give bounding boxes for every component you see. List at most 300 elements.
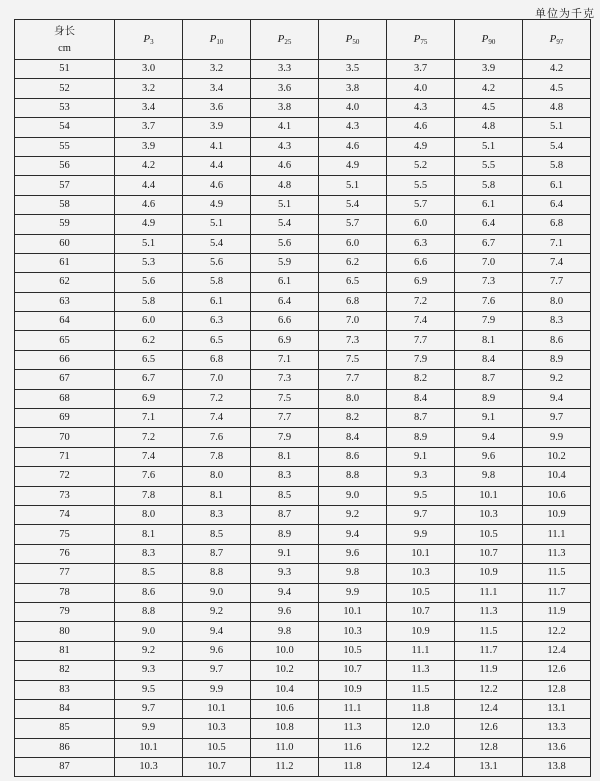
- weight-cell: 6.5: [183, 331, 251, 350]
- weight-cell: 3.9: [455, 60, 523, 79]
- height-cell: 70: [15, 428, 115, 447]
- weight-cell: 4.6: [183, 176, 251, 195]
- weight-cell: 7.2: [183, 389, 251, 408]
- weight-cell: 8.2: [387, 370, 455, 389]
- weight-cell: 8.3: [183, 505, 251, 524]
- weight-cell: 11.8: [319, 758, 387, 777]
- height-cell: 58: [15, 195, 115, 214]
- weight-cell: 10.4: [523, 467, 591, 486]
- weight-cell: 4.9: [115, 215, 183, 234]
- weight-cell: 10.8: [251, 719, 319, 738]
- percentile-header: [115, 20, 183, 60]
- weight-cell: 10.9: [387, 622, 455, 641]
- weight-cell: 11.5: [455, 622, 523, 641]
- weight-cell: 5.6: [115, 273, 183, 292]
- weight-cell: 10.2: [523, 447, 591, 466]
- table-row: [15, 98, 591, 117]
- weight-cell: 9.4: [319, 525, 387, 544]
- weight-cell: 8.1: [183, 486, 251, 505]
- table-row: [15, 273, 591, 292]
- weight-cell: 7.6: [115, 467, 183, 486]
- weight-cell: 8.0: [319, 389, 387, 408]
- weight-cell: 13.1: [523, 699, 591, 718]
- weight-cell: 11.3: [319, 719, 387, 738]
- weight-cell: 9.9: [523, 428, 591, 447]
- weight-cell: 6.3: [387, 234, 455, 253]
- weight-cell: 10.5: [455, 525, 523, 544]
- weight-cell: 7.3: [319, 331, 387, 350]
- weight-cell: 3.9: [115, 137, 183, 156]
- weight-cell: 9.3: [115, 661, 183, 680]
- table-row: [15, 680, 591, 699]
- weight-cell: 4.9: [183, 195, 251, 214]
- percentile-subscript: 90: [488, 38, 496, 46]
- weight-cell: 10.5: [319, 641, 387, 660]
- weight-cell: 4.3: [387, 98, 455, 117]
- table-header: [15, 20, 591, 60]
- table-row: [15, 641, 591, 660]
- weight-cell: 7.5: [251, 389, 319, 408]
- weight-cell: 8.4: [387, 389, 455, 408]
- weight-cell: 3.6: [251, 79, 319, 98]
- weight-cell: 4.5: [523, 79, 591, 98]
- weight-cell: 9.0: [319, 486, 387, 505]
- weight-cell: 11.7: [455, 641, 523, 660]
- weight-cell: 4.9: [387, 137, 455, 156]
- table-row: [15, 292, 591, 311]
- height-cell: 79: [15, 602, 115, 621]
- percentile-subscript: 75: [420, 38, 428, 46]
- weight-cell: 5.4: [251, 215, 319, 234]
- weight-cell: 8.6: [319, 447, 387, 466]
- weight-cell: 6.7: [455, 234, 523, 253]
- weight-cell: 9.2: [319, 505, 387, 524]
- weight-cell: 6.6: [251, 312, 319, 331]
- weight-cell: 5.4: [319, 195, 387, 214]
- weight-cell: 12.6: [523, 661, 591, 680]
- weight-cell: 5.4: [183, 234, 251, 253]
- percentile-subscript: 10: [216, 38, 224, 46]
- percentile-header: [523, 20, 591, 60]
- weight-cell: 5.4: [523, 137, 591, 156]
- weight-cell: 13.3: [523, 719, 591, 738]
- weight-cell: 6.4: [455, 215, 523, 234]
- percentile-subscript: 50: [352, 38, 360, 46]
- table-row: [15, 389, 591, 408]
- weight-cell: 8.7: [387, 409, 455, 428]
- height-cell: 66: [15, 350, 115, 369]
- table-row: [15, 758, 591, 777]
- weight-cell: 11.5: [387, 680, 455, 699]
- weight-cell: 6.0: [387, 215, 455, 234]
- weight-cell: 12.4: [523, 641, 591, 660]
- table-row: [15, 467, 591, 486]
- weight-cell: 5.8: [115, 292, 183, 311]
- weight-cell: 9.4: [251, 583, 319, 602]
- weight-cell: 8.9: [523, 350, 591, 369]
- table-row: [15, 544, 591, 563]
- weight-cell: 6.5: [319, 273, 387, 292]
- weight-cell: 9.1: [455, 409, 523, 428]
- header-row: [15, 20, 591, 60]
- weight-cell: 8.1: [455, 331, 523, 350]
- weight-cell: 10.3: [319, 622, 387, 641]
- weight-cell: 5.5: [387, 176, 455, 195]
- weight-cell: 11.7: [523, 583, 591, 602]
- weight-cell: 11.1: [523, 525, 591, 544]
- height-cell: 84: [15, 699, 115, 718]
- weight-cell: 3.9: [183, 118, 251, 137]
- weight-cell: 10.1: [183, 699, 251, 718]
- table-row: [15, 409, 591, 428]
- weight-cell: 7.7: [251, 409, 319, 428]
- table-row: [15, 699, 591, 718]
- weight-cell: 8.1: [251, 447, 319, 466]
- weight-cell: 5.1: [183, 215, 251, 234]
- table-row: [15, 602, 591, 621]
- height-cell: 61: [15, 253, 115, 272]
- height-cell: 86: [15, 738, 115, 757]
- weight-cell: 5.3: [115, 253, 183, 272]
- table-row: [15, 60, 591, 79]
- weight-cell: 5.7: [319, 215, 387, 234]
- weight-cell: 9.1: [387, 447, 455, 466]
- weight-cell: 10.3: [455, 505, 523, 524]
- weight-cell: 10.9: [523, 505, 591, 524]
- height-cell: 60: [15, 234, 115, 253]
- weight-cell: 3.6: [183, 98, 251, 117]
- weight-cell: 12.0: [387, 719, 455, 738]
- weight-cell: 10.7: [455, 544, 523, 563]
- weight-cell: 8.4: [455, 350, 523, 369]
- height-cell: 77: [15, 564, 115, 583]
- unit-note: 单位为千克: [535, 7, 595, 20]
- weight-cell: 4.6: [251, 156, 319, 175]
- weight-cell: 6.1: [455, 195, 523, 214]
- height-cell: 82: [15, 661, 115, 680]
- weight-cell: 3.4: [183, 79, 251, 98]
- weight-cell: 7.5: [319, 350, 387, 369]
- weight-cell: 7.6: [183, 428, 251, 447]
- weight-cell: 11.0: [251, 738, 319, 757]
- weight-cell: 7.4: [183, 409, 251, 428]
- table-row: [15, 350, 591, 369]
- height-cell: 51: [15, 60, 115, 79]
- weight-cell: 10.3: [115, 758, 183, 777]
- weight-cell: 9.2: [183, 602, 251, 621]
- weight-cell: 10.7: [387, 602, 455, 621]
- weight-cell: 6.2: [319, 253, 387, 272]
- weight-cell: 9.9: [319, 583, 387, 602]
- weight-cell: 12.4: [387, 758, 455, 777]
- weight-cell: 6.0: [319, 234, 387, 253]
- weight-cell: 6.3: [183, 312, 251, 331]
- weight-cell: 12.8: [523, 680, 591, 699]
- weight-cell: 8.9: [455, 389, 523, 408]
- table-body: [15, 60, 591, 777]
- weight-cell: 5.2: [387, 156, 455, 175]
- weight-cell: 7.8: [115, 486, 183, 505]
- weight-cell: 7.2: [387, 292, 455, 311]
- weight-cell: 9.7: [523, 409, 591, 428]
- table-row: [15, 215, 591, 234]
- weight-cell: 11.6: [319, 738, 387, 757]
- height-cell: 59: [15, 215, 115, 234]
- weight-cell: 5.8: [523, 156, 591, 175]
- weight-cell: 8.8: [183, 564, 251, 583]
- weight-cell: 8.6: [523, 331, 591, 350]
- weight-cell: 9.4: [523, 389, 591, 408]
- weight-cell: 3.3: [251, 60, 319, 79]
- percentile-header: [455, 20, 523, 60]
- weight-cell: 5.5: [455, 156, 523, 175]
- weight-cell: 4.3: [319, 118, 387, 137]
- weight-cell: 3.7: [387, 60, 455, 79]
- weight-cell: 10.1: [387, 544, 455, 563]
- weight-cell: 12.8: [455, 738, 523, 757]
- weight-cell: 8.5: [115, 564, 183, 583]
- weight-cell: 9.7: [183, 661, 251, 680]
- weight-cell: 10.6: [523, 486, 591, 505]
- weight-cell: 8.5: [251, 486, 319, 505]
- weight-cell: 11.5: [523, 564, 591, 583]
- weight-cell: 4.6: [115, 195, 183, 214]
- percentile-subscript: 3: [150, 38, 154, 46]
- weight-cell: 11.9: [523, 602, 591, 621]
- weight-cell: 8.5: [183, 525, 251, 544]
- weight-cell: 6.2: [115, 331, 183, 350]
- weight-cell: 10.3: [183, 719, 251, 738]
- weight-cell: 8.7: [183, 544, 251, 563]
- weight-cell: 3.8: [319, 79, 387, 98]
- weight-cell: 3.4: [115, 98, 183, 117]
- weight-cell: 9.4: [455, 428, 523, 447]
- weight-cell: 9.8: [319, 564, 387, 583]
- weight-cell: 11.2: [251, 758, 319, 777]
- weight-cell: 7.4: [523, 253, 591, 272]
- weight-cell: 8.9: [387, 428, 455, 447]
- height-cell: 54: [15, 118, 115, 137]
- weight-cell: 11.3: [523, 544, 591, 563]
- weight-cell: 4.9: [319, 156, 387, 175]
- table-row: [15, 312, 591, 331]
- height-cell: 55: [15, 137, 115, 156]
- percentile-subscript: 25: [284, 38, 292, 46]
- weight-cell: 10.0: [251, 641, 319, 660]
- weight-cell: 9.9: [183, 680, 251, 699]
- weight-cell: 4.8: [523, 98, 591, 117]
- weight-cell: 4.2: [115, 156, 183, 175]
- weight-cell: 5.8: [455, 176, 523, 195]
- weight-cell: 8.3: [523, 312, 591, 331]
- percentile-subscript: 97: [556, 38, 564, 46]
- percentile-symbol: P: [481, 33, 489, 45]
- weight-cell: 11.3: [387, 661, 455, 680]
- weight-cell: 7.7: [319, 370, 387, 389]
- height-cell: 63: [15, 292, 115, 311]
- weight-cell: 12.2: [387, 738, 455, 757]
- weight-cell: 6.0: [115, 312, 183, 331]
- weight-cell: 7.6: [455, 292, 523, 311]
- height-cell: 81: [15, 641, 115, 660]
- weight-cell: 3.2: [115, 79, 183, 98]
- height-cell: 56: [15, 156, 115, 175]
- height-cell: 57: [15, 176, 115, 195]
- weight-cell: 5.7: [387, 195, 455, 214]
- height-cell: 69: [15, 409, 115, 428]
- weight-cell: 8.7: [455, 370, 523, 389]
- weight-cell: 7.4: [115, 447, 183, 466]
- percentile-header: [387, 20, 455, 60]
- weight-cell: 5.1: [115, 234, 183, 253]
- weight-cell: 10.1: [319, 602, 387, 621]
- table-row: [15, 486, 591, 505]
- weight-cell: 7.7: [387, 331, 455, 350]
- weight-cell: 13.8: [523, 758, 591, 777]
- table-row: [15, 661, 591, 680]
- weight-cell: 4.8: [251, 176, 319, 195]
- weight-cell: 8.2: [319, 409, 387, 428]
- weight-cell: 9.6: [455, 447, 523, 466]
- weight-cell: 4.0: [387, 79, 455, 98]
- weight-cell: 7.7: [523, 273, 591, 292]
- weight-cell: 6.4: [251, 292, 319, 311]
- percentile-symbol: P: [209, 33, 217, 45]
- weight-cell: 5.8: [183, 273, 251, 292]
- weight-cell: 4.3: [251, 137, 319, 156]
- weight-cell: 9.2: [115, 641, 183, 660]
- weight-cell: 7.9: [251, 428, 319, 447]
- height-cell: 80: [15, 622, 115, 641]
- weight-cell: 11.1: [387, 641, 455, 660]
- table-row: [15, 176, 591, 195]
- weight-cell: 11.1: [319, 699, 387, 718]
- table-row: [15, 118, 591, 137]
- weight-cell: 10.9: [319, 680, 387, 699]
- height-column-header: [15, 20, 115, 60]
- weight-cell: 9.6: [183, 641, 251, 660]
- table-row: [15, 195, 591, 214]
- table-row: [15, 719, 591, 738]
- weight-cell: 3.2: [183, 60, 251, 79]
- weight-cell: 9.2: [523, 370, 591, 389]
- weight-cell: 6.9: [115, 389, 183, 408]
- weight-cell: 8.1: [115, 525, 183, 544]
- weight-cell: 4.2: [455, 79, 523, 98]
- weight-cell: 3.5: [319, 60, 387, 79]
- height-cell: 73: [15, 486, 115, 505]
- weight-cell: 10.4: [251, 680, 319, 699]
- weight-cell: 10.7: [183, 758, 251, 777]
- weight-cell: 6.9: [387, 273, 455, 292]
- weight-cell: 10.9: [455, 564, 523, 583]
- percentile-header: [183, 20, 251, 60]
- height-cell: 52: [15, 79, 115, 98]
- height-cell: 62: [15, 273, 115, 292]
- percentile-header: [319, 20, 387, 60]
- weight-cell: 7.9: [455, 312, 523, 331]
- weight-cell: 4.0: [319, 98, 387, 117]
- height-cell: 75: [15, 525, 115, 544]
- weight-cell: 6.1: [523, 176, 591, 195]
- weight-cell: 11.3: [455, 602, 523, 621]
- table-row: [15, 234, 591, 253]
- weight-cell: 8.8: [115, 602, 183, 621]
- percentile-symbol: P: [549, 33, 557, 45]
- weight-cell: 9.6: [319, 544, 387, 563]
- height-cell: 64: [15, 312, 115, 331]
- weight-cell: 6.8: [183, 350, 251, 369]
- height-cell: 68: [15, 389, 115, 408]
- weight-cell: 5.6: [251, 234, 319, 253]
- weight-cell: 4.4: [115, 176, 183, 195]
- weight-cell: 10.2: [251, 661, 319, 680]
- weight-cell: 9.9: [387, 525, 455, 544]
- weight-cell: 7.9: [387, 350, 455, 369]
- weight-cell: 10.1: [115, 738, 183, 757]
- weight-cell: 10.7: [319, 661, 387, 680]
- weight-cell: 4.6: [319, 137, 387, 156]
- weight-cell: 9.4: [183, 622, 251, 641]
- table-row: [15, 156, 591, 175]
- weight-cell: 13.1: [455, 758, 523, 777]
- table-row: [15, 79, 591, 98]
- weight-cell: 9.7: [387, 505, 455, 524]
- weight-cell: 4.2: [523, 60, 591, 79]
- height-cell: 76: [15, 544, 115, 563]
- weight-cell: 13.6: [523, 738, 591, 757]
- weight-cell: 6.1: [251, 273, 319, 292]
- weight-cell: 11.1: [455, 583, 523, 602]
- weight-cell: 7.1: [115, 409, 183, 428]
- weight-cell: 8.0: [115, 505, 183, 524]
- weight-cell: 12.2: [523, 622, 591, 641]
- weight-cell: 9.0: [183, 583, 251, 602]
- weight-cell: 9.3: [387, 467, 455, 486]
- weight-cell: 7.1: [251, 350, 319, 369]
- weight-cell: 8.3: [251, 467, 319, 486]
- height-cell: 83: [15, 680, 115, 699]
- weight-cell: 10.5: [183, 738, 251, 757]
- weight-cell: 8.8: [319, 467, 387, 486]
- height-cell: 87: [15, 758, 115, 777]
- table-row: [15, 447, 591, 466]
- weight-cell: 8.4: [319, 428, 387, 447]
- weight-cell: 5.9: [251, 253, 319, 272]
- weight-cell: 9.0: [115, 622, 183, 641]
- table-row: [15, 738, 591, 757]
- percentile-symbol: P: [345, 33, 353, 45]
- weight-cell: 11.9: [455, 661, 523, 680]
- table-row: [15, 505, 591, 524]
- height-cell: 71: [15, 447, 115, 466]
- weight-cell: 6.6: [387, 253, 455, 272]
- weight-cell: 3.8: [251, 98, 319, 117]
- weight-cell: 3.0: [115, 60, 183, 79]
- weight-cell: 10.3: [387, 564, 455, 583]
- table-row: [15, 253, 591, 272]
- weight-cell: 8.7: [251, 505, 319, 524]
- weight-cell: 5.1: [251, 195, 319, 214]
- weight-cell: 8.0: [523, 292, 591, 311]
- height-unit: cm: [58, 42, 71, 54]
- weight-cell: 7.2: [115, 428, 183, 447]
- height-cell: 65: [15, 331, 115, 350]
- weight-cell: 7.0: [319, 312, 387, 331]
- weight-cell: 7.3: [251, 370, 319, 389]
- weight-cell: 10.6: [251, 699, 319, 718]
- height-cell: 74: [15, 505, 115, 524]
